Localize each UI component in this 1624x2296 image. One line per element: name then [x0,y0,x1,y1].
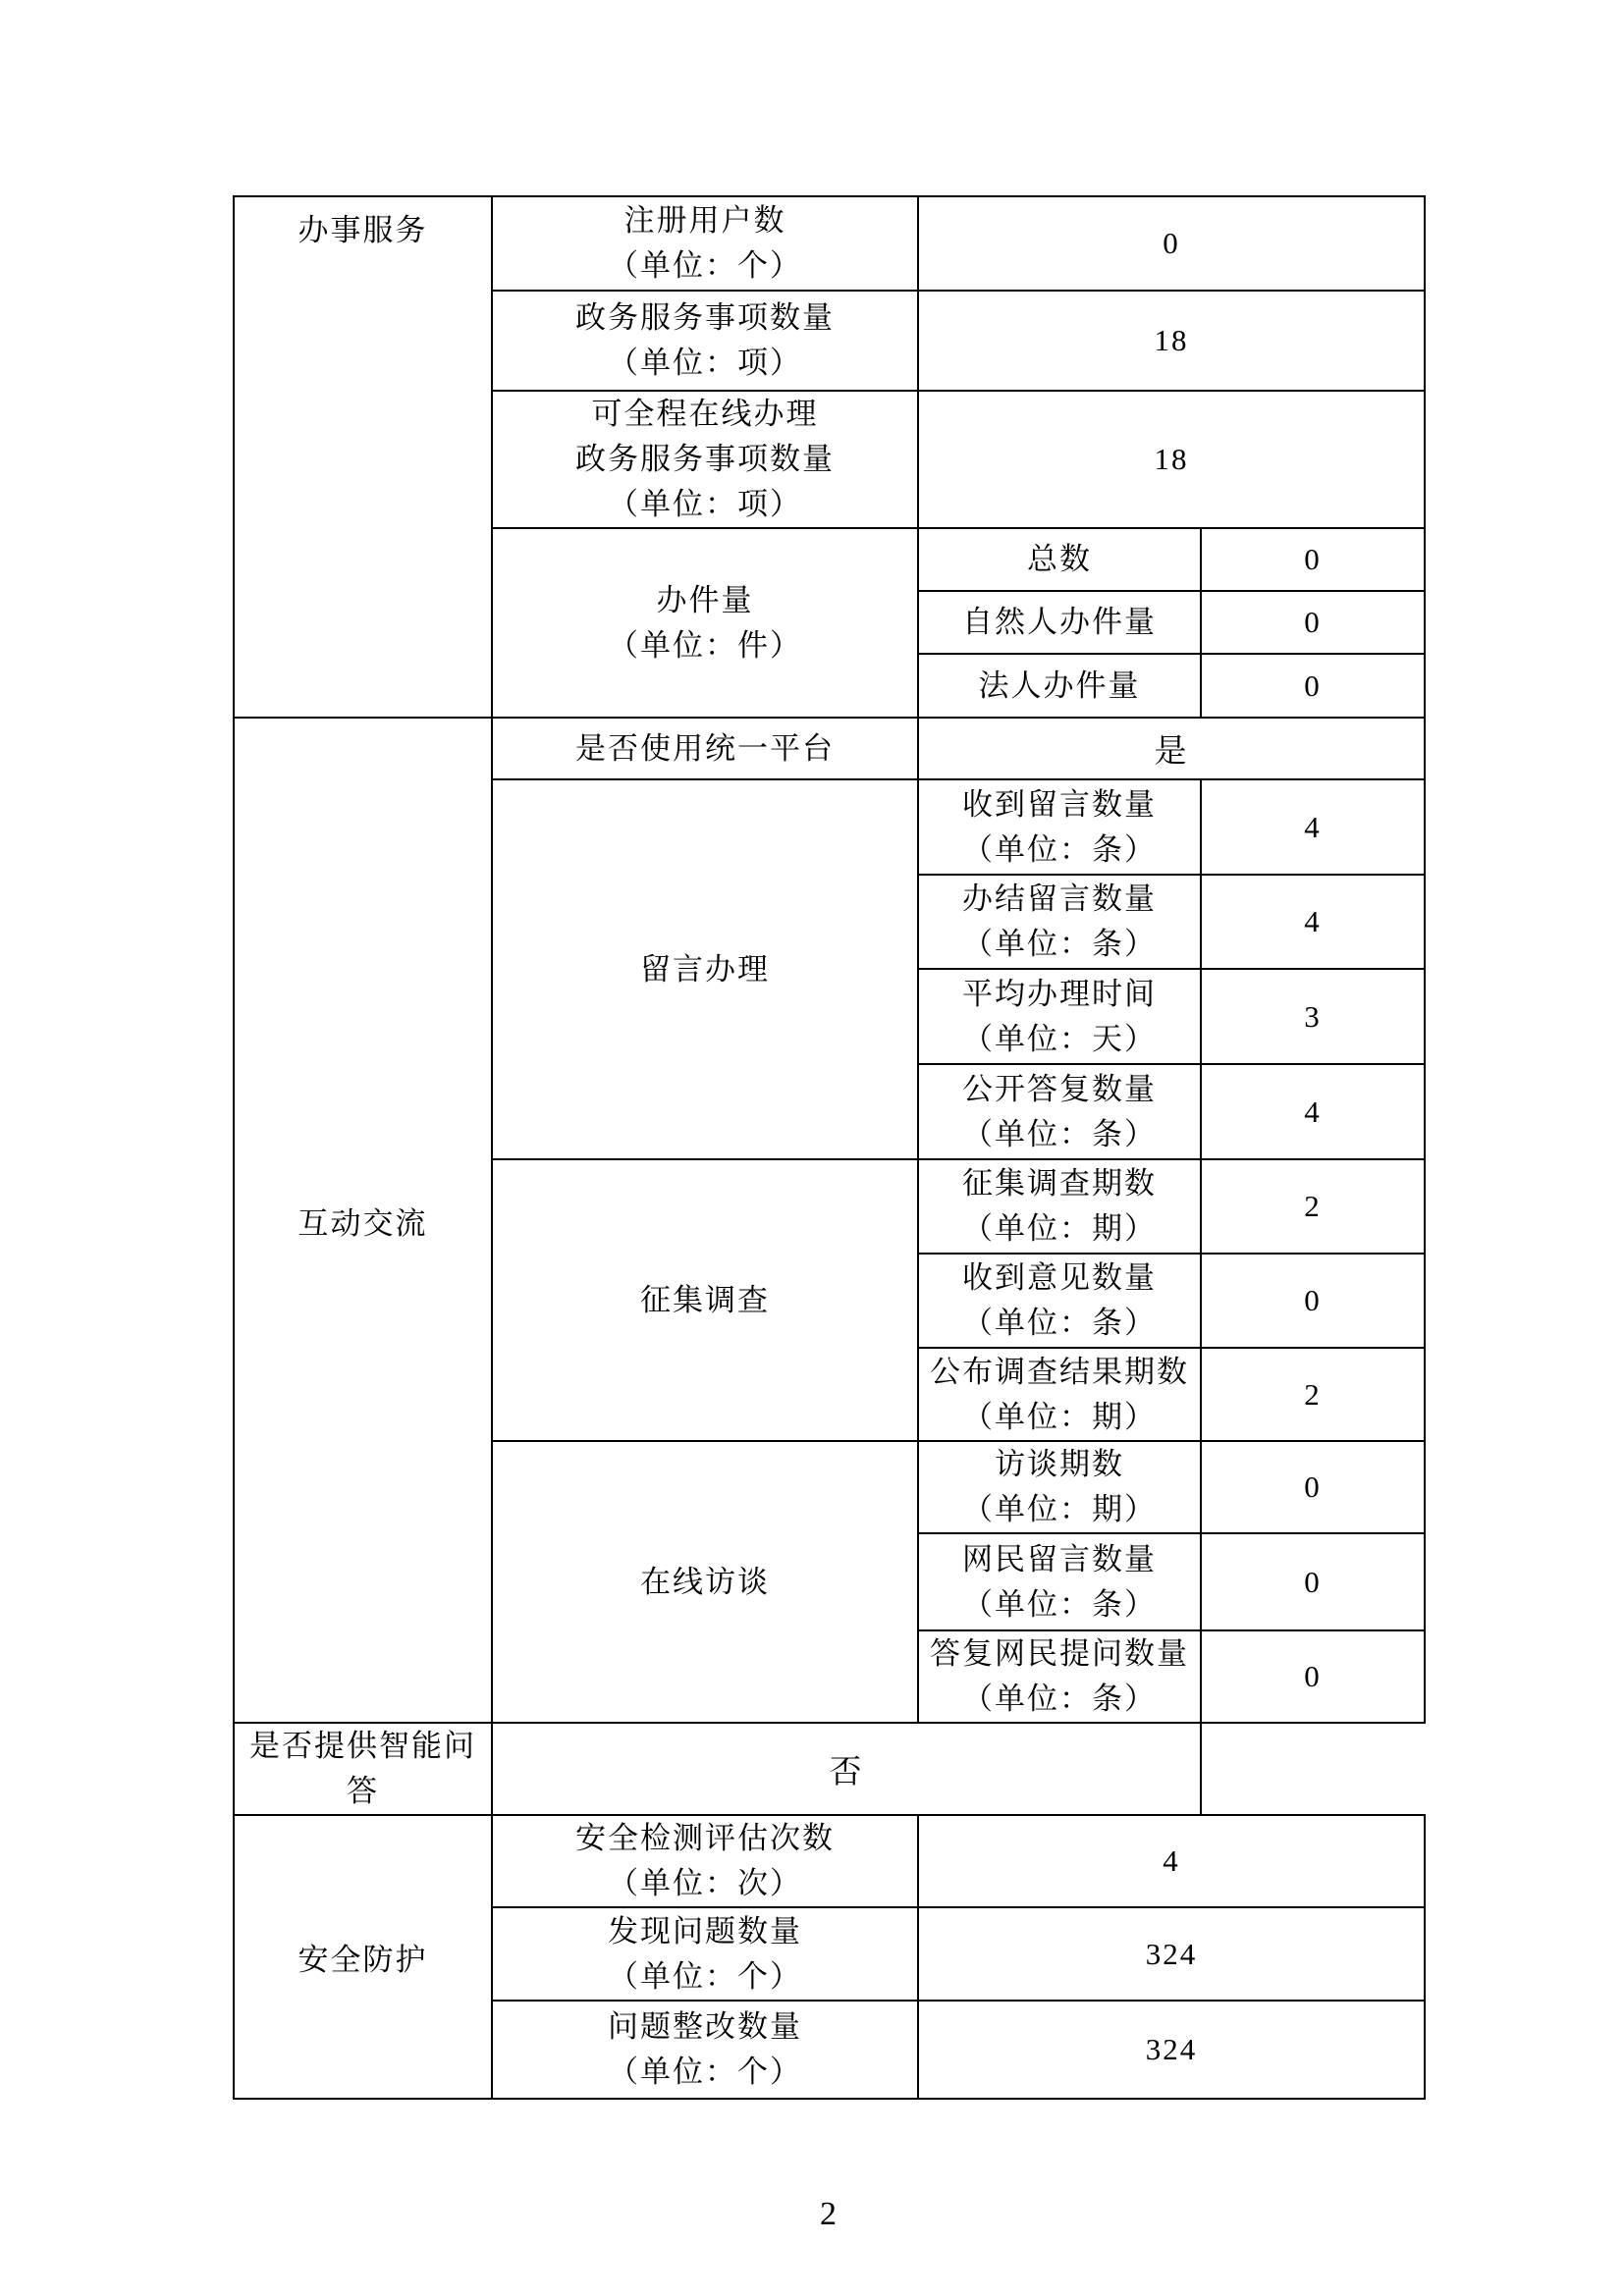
page-number: 2 [820,2196,837,2232]
sub-item-legal-person-cases [918,654,1201,718]
table-row [234,718,1425,779]
label-line: 公布调查结果期数 [930,1354,1189,1389]
label-line: 访谈期数 [995,1447,1124,1481]
value-messages-completed: 4 [1201,875,1425,969]
label-line: 征集调查 [640,1282,770,1317]
sub-item-public-replies [918,1064,1201,1159]
value-case-total: 0 [1201,528,1425,591]
value-public-replies: 4 [1201,1064,1425,1159]
item-solicitation-survey [492,1159,918,1441]
value-security-assessments: 4 [918,1815,1425,1907]
label-line: （单位：个） [608,2055,802,2089]
group-cell-interaction: 互动交流 [234,718,492,1723]
value-registered-users: 0 [918,196,1425,291]
item-case-volume [492,528,918,718]
value-interview-periods: 0 [1201,1441,1425,1533]
label-line: 办结留言数量 [962,881,1157,916]
label-line: （单位：次） [608,1866,802,1900]
label-line: 在线访谈 [640,1564,770,1599]
website-annual-report-stats-table [233,195,1426,2100]
label-line: 问题整改数量 [608,2009,802,2044]
label-line: 网民留言数量 [962,1541,1157,1576]
table-row [234,1815,1425,1907]
label-line: 安全检测评估次数 [575,1821,835,1855]
label-line: 法人办件量 [978,667,1141,703]
group-cell-service: 办事服务 [234,196,492,718]
sub-item-total [918,528,1201,591]
label-line: （单位：个） [608,248,802,283]
value-messages-received: 4 [1201,779,1425,875]
label-line: 发现问题数量 [608,1913,802,1949]
value-netizen-questions-answered: 0 [1201,1630,1425,1723]
item-security-assessments [492,1815,918,1907]
item-gov-service-items [492,291,918,391]
sub-item-netizen-questions-answered [918,1630,1201,1723]
value-legal-person-cases: 0 [1201,654,1425,718]
value-problems-found: 324 [918,1907,1425,2001]
sub-item-opinions-received [918,1254,1201,1348]
label-line: 是否使用统一平台 [575,730,835,766]
value-natural-person-cases: 0 [1201,591,1425,654]
label-line: （单位：件） [608,627,802,663]
label-line: （单位：期） [962,1211,1157,1246]
sub-item-natural-person-cases [918,591,1201,654]
label-line: （单位：条） [962,1586,1157,1622]
sub-item-avg-handling-time [918,969,1201,1064]
label-line: （单位：项） [608,346,802,380]
label-line: （单位：天） [962,1021,1157,1056]
value-smart-qa: 否 [492,1723,1201,1815]
label-line: 平均办理时间 [962,976,1157,1011]
table-row [234,1723,1425,1815]
table-row [234,196,1425,291]
label-line: （单位：期） [962,1492,1157,1526]
label-line: （单位：条） [962,1682,1157,1716]
value-unified-platform: 是 [918,718,1425,779]
label-line: （单位：项） [608,487,802,521]
label-line: 收到留言数量 [962,786,1157,822]
item-message-handling [492,779,918,1159]
label-line: （单位：条） [962,927,1157,961]
label-line: 政务服务事项数量 [575,300,835,335]
label-line: 公开答复数量 [962,1071,1157,1106]
label-line: 注册用户数 [623,203,786,238]
item-smart-qa [234,1723,492,1815]
label-line: 留言办理 [640,951,770,987]
label-line: 征集调查期数 [962,1166,1157,1201]
value-problems-rectified: 324 [918,2001,1425,2099]
group-cell-security: 安全防护 [234,1815,492,2099]
value-netizen-messages: 0 [1201,1533,1425,1630]
label-line: 自然人办件量 [962,605,1157,639]
label-line: 是否提供智能问答 [249,1729,476,1808]
label-line: 答复网民提问数量 [930,1636,1189,1671]
value-avg-handling-time: 3 [1201,969,1425,1064]
label-line: （单位：期） [962,1399,1157,1434]
label-line: 收到意见数量 [962,1260,1157,1295]
item-unified-platform [492,718,918,779]
item-full-online-service-items [492,391,918,528]
sub-item-messages-completed [918,875,1201,969]
value-gov-service-items: 18 [918,291,1425,391]
label-line: （单位：条） [962,831,1157,867]
item-problems-found [492,1907,918,2001]
item-registered-users [492,196,918,291]
label-line: （单位：条） [962,1116,1157,1151]
value-survey-periods: 2 [1201,1159,1425,1254]
sub-item-survey-periods [918,1159,1201,1254]
value-opinions-received: 0 [1201,1254,1425,1348]
sub-item-netizen-messages [918,1533,1201,1630]
label-line: 办件量 [656,582,754,617]
label-line: 可全程在线办理 [591,397,819,431]
label-line: 总数 [1027,542,1092,576]
item-online-interview [492,1441,918,1723]
sub-item-interview-periods [918,1441,1201,1533]
sub-item-survey-results-published [918,1348,1201,1441]
value-survey-results-published: 2 [1201,1348,1425,1441]
label-line: （单位：个） [608,1958,802,1994]
label-line: （单位：条） [962,1306,1157,1340]
label-line: 政务服务事项数量 [575,442,835,476]
value-full-online-service-items: 18 [918,391,1425,528]
sub-item-messages-received [918,779,1201,875]
item-problems-rectified [492,2001,918,2099]
